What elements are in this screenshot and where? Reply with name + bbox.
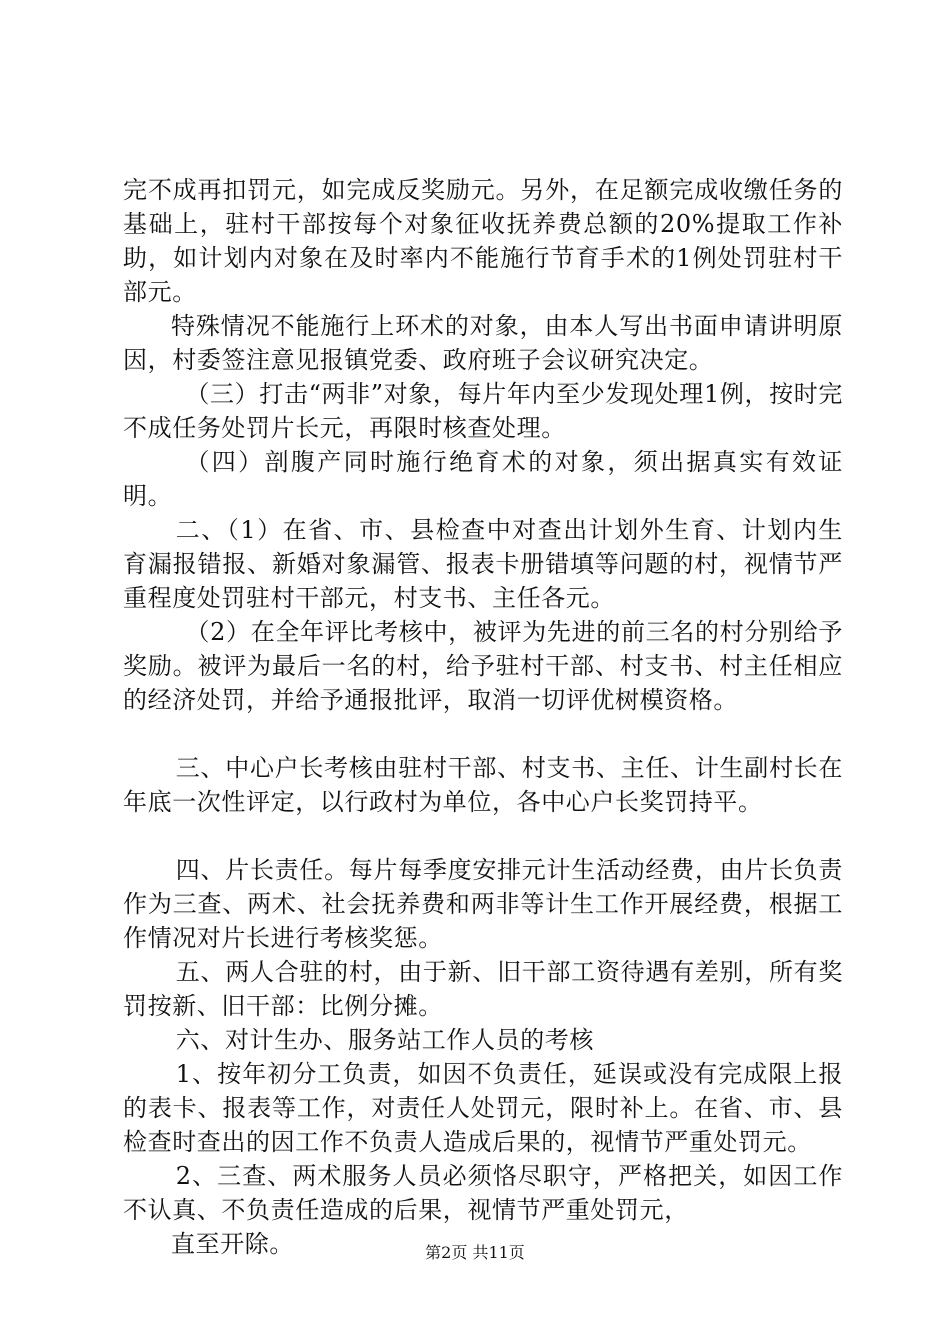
paragraph-spacer xyxy=(123,819,843,853)
paragraph-11: 1、按年初分工负责，如因不负责任，延误或没有完成限上报的表卡、报表等工作，对责任人处罚元，限时补上。在省、市、县检查时查出的因工作不负责人造成后果的，视情节严重处罚元。 xyxy=(123,1060,843,1156)
paragraph-7: 三、中心户长考核由驻村干部、村支书、主任、计生副村长在年底一次性评定，以行政村为单位，各中心户长奖罚持平。 xyxy=(123,754,843,816)
document-body xyxy=(123,173,843,1261)
page-footer xyxy=(0,1243,950,1263)
paragraph-12: 2、三查、两术服务人员必须恪尽职守，严格把关，如因工作不认真、不负责任造成的后果，视情节严重处罚元， xyxy=(123,1162,843,1224)
paragraph-5: 二、（1）在省、市、县检查中对查出计划外生育、计划内生育漏报错报、新婚对象漏管、报表卡册错填等问题的村，视情节严重程度处罚驻村干部元，村支书、主任各元。 xyxy=(123,516,843,612)
page-number: 第2页 共11页 xyxy=(425,1243,525,1262)
paragraph-spacer xyxy=(123,717,843,751)
paragraph-9: 五、两人合驻的村，由于新、旧干部工资待遇有差别，所有奖罚按新、旧干部：比例分摊。 xyxy=(123,958,843,1020)
paragraph-2: 特殊情况不能施行上环术的对象，由本人写出书面申请讲明原因，村委签注意见报镇党委、政府班子会议研究决定。 xyxy=(123,312,843,374)
paragraph-8: 四、片长责任。每片每季度安排元计生活动经费，由片长负责作为三查、两术、社会抚养费和两非等计生工作开展经费，根据工作情况对片长进行考核奖惩。 xyxy=(123,856,843,952)
paragraph-10: 六、对计生办、服务站工作人员的考核 xyxy=(175,1026,594,1054)
paragraph-6: （2）在全年评比考核中，被评为先进的前三名的村分别给予奖励。被评为最后一名的村，给予驻村干部、村支书、村主任相应的经济处罚，并给予通报批评，取消一切评优树模资格。 xyxy=(123,618,843,714)
paragraph-1: 完不成再扣罚元，如完成反奖励元。另外，在足额完成收缴任务的基础上，驻村干部按每个对象征收抚养费总额的20%提取工作补助，如计划内对象在及时率内不能施行节育手术的1例处罚驻村干部元。 xyxy=(123,176,843,306)
paragraph-3: （三）打击“两非”对象，每片年内至少发现处理1例，按时完不成任务处罚片长元，再限时核查处理。 xyxy=(123,380,843,442)
paragraph-4: （四）剖腹产同时施行绝育术的对象，须出据真实有效证明。 xyxy=(123,448,843,510)
paragraph-13: 直至开除。 xyxy=(171,1230,294,1258)
